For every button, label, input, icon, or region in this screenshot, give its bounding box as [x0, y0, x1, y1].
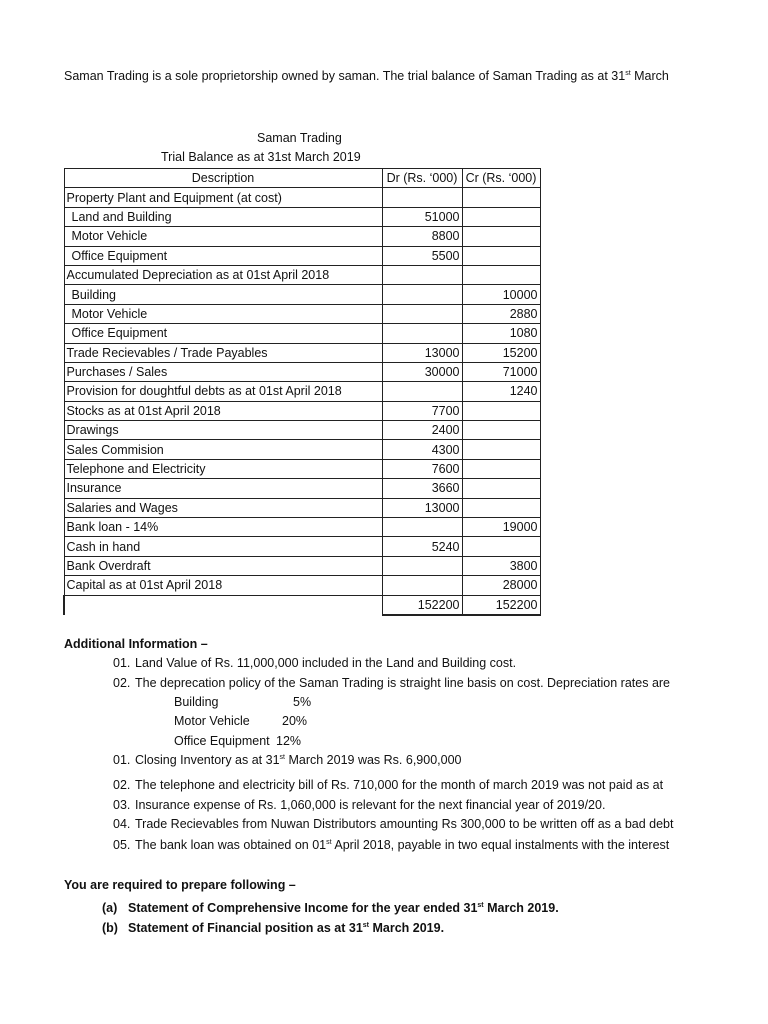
table-row	[64, 537, 540, 556]
table-header-row	[64, 169, 540, 188]
row-credit: 1240	[462, 382, 540, 401]
row-description: Provision for doughtful debts as at 01st April 2018	[64, 382, 382, 401]
header-dr: Dr (Rs. ‘000)	[382, 169, 462, 188]
row-debit: 8800	[382, 227, 462, 246]
row-debit	[382, 518, 462, 537]
row-credit	[462, 479, 540, 498]
row-debit: 7700	[382, 401, 462, 420]
additional-info-heading: Additional Information –	[64, 637, 208, 651]
row-description: Building	[64, 285, 382, 304]
additional-item-1-num: 01.	[113, 656, 131, 670]
row-credit	[462, 459, 540, 478]
row-debit	[382, 382, 462, 401]
table-row	[64, 421, 540, 440]
row-description: Stocks as at 01st April 2018	[64, 401, 382, 420]
additional-item-5-text: Insurance expense of Rs. 1,060,000 is relevant for the next financial year of 2019/20.	[135, 798, 606, 812]
row-credit: 28000	[462, 576, 540, 595]
row-description: Office Equipment	[64, 246, 382, 265]
required-item-b-label: (b)	[102, 921, 118, 935]
additional-item-4-text: The telephone and electricity bill of Rs. 710,000 for the month of march 2019 was not paid as at	[135, 778, 664, 792]
row-description: Bank loan - 14%	[64, 518, 382, 537]
additional-item-1-text: Land Value of Rs. 11,000,000 included in the Land and Building cost.	[135, 656, 517, 670]
table-title: Saman Trading	[257, 131, 342, 145]
row-debit: 5500	[382, 246, 462, 265]
row-description: Motor Vehicle	[64, 304, 382, 323]
row-credit	[462, 440, 540, 459]
table-row	[64, 304, 540, 323]
rate-building-label: Building	[174, 695, 219, 709]
row-debit	[382, 304, 462, 323]
row-description: Sales Commision	[64, 440, 382, 459]
row-description: Salaries and Wages	[64, 498, 382, 517]
table-row	[64, 188, 540, 207]
row-debit: 13000	[382, 343, 462, 362]
required-item-a-text: Statement of Comprehensive Income for the year ended 31st March 2019.	[128, 901, 559, 915]
additional-item-3-text: Closing Inventory as at 31st March 2019 was Rs. 6,900,000	[135, 753, 462, 767]
table-row	[64, 576, 540, 595]
table-row	[64, 362, 540, 381]
row-debit	[382, 188, 462, 207]
table-row	[64, 382, 540, 401]
table-row	[64, 479, 540, 498]
total-debit: 152200	[382, 595, 462, 615]
row-credit	[462, 421, 540, 440]
table-row	[64, 265, 540, 284]
table-row	[64, 207, 540, 226]
table-row	[64, 343, 540, 362]
required-heading: You are required to prepare following –	[64, 878, 296, 892]
additional-item-5-num: 03.	[113, 798, 131, 812]
table-row	[64, 401, 540, 420]
table-row	[64, 246, 540, 265]
additional-item-6-text: Trade Recievables from Nuwan Distributors amounting Rs 300,000 to be written off as a bad debt	[135, 817, 674, 831]
additional-item-2-text: The deprecation policy of the Saman Trading is straight line basis on cost. Depreciation rates are	[135, 676, 671, 690]
row-credit	[462, 246, 540, 265]
row-description: Capital as at 01st April 2018	[64, 576, 382, 595]
row-credit	[462, 401, 540, 420]
table-row	[64, 440, 540, 459]
row-description: Bank Overdraft	[64, 556, 382, 575]
row-description: Drawings	[64, 421, 382, 440]
table-row	[64, 498, 540, 517]
row-credit	[462, 498, 540, 517]
table-row	[64, 556, 540, 575]
row-description: Motor Vehicle	[64, 227, 382, 246]
table-row	[64, 285, 540, 304]
total-blank-cell	[64, 595, 382, 615]
row-description: Accumulated Depreciation as at 01st April 2018	[64, 265, 382, 284]
additional-item-6-num: 04.	[113, 817, 131, 831]
total-row	[64, 595, 540, 615]
row-credit: 71000	[462, 362, 540, 381]
required-item-a-label: (a)	[102, 901, 118, 915]
row-debit	[382, 556, 462, 575]
row-description: Office Equipment	[64, 324, 382, 343]
row-debit: 4300	[382, 440, 462, 459]
row-credit: 15200	[462, 343, 540, 362]
row-credit	[462, 227, 540, 246]
intro-text: Saman Trading is a sole proprietorship owned by saman. The trial balance of Saman Trading as at 31st March	[64, 69, 669, 83]
row-description: Purchases / Sales	[64, 362, 382, 381]
row-credit	[462, 265, 540, 284]
trial-balance-table	[63, 168, 541, 616]
row-debit: 5240	[382, 537, 462, 556]
row-description: Cash in hand	[64, 537, 382, 556]
row-debit	[382, 265, 462, 284]
row-debit: 13000	[382, 498, 462, 517]
row-credit: 2880	[462, 304, 540, 323]
row-description: Telephone and Electricity	[64, 459, 382, 478]
table-row	[64, 518, 540, 537]
row-debit	[382, 285, 462, 304]
row-credit: 19000	[462, 518, 540, 537]
additional-item-7-num: 05.	[113, 838, 131, 852]
header-description: Description	[64, 169, 382, 188]
additional-item-7-text: The bank loan was obtained on 01st April 2018, payable in two equal instalments with the interest	[135, 838, 670, 852]
table-row	[64, 227, 540, 246]
required-item-b-text: Statement of Financial position as at 31st March 2019.	[128, 921, 445, 935]
row-debit: 3660	[382, 479, 462, 498]
rate-office-equipment-value: 12%	[276, 734, 302, 748]
row-debit: 30000	[382, 362, 462, 381]
rate-motor-vehicle-label: Motor Vehicle	[174, 714, 250, 728]
header-cr: Cr (Rs. ‘000)	[462, 169, 540, 188]
additional-item-2-num: 02.	[113, 676, 131, 690]
rate-motor-vehicle-value: 20%	[282, 714, 308, 728]
row-description: Insurance	[64, 479, 382, 498]
row-debit	[382, 324, 462, 343]
rate-office-equipment-label: Office Equipment	[174, 734, 270, 748]
table-subtitle: Trial Balance as at 31st March 2019	[161, 150, 361, 164]
row-description: Land and Building	[64, 207, 382, 226]
row-credit: 3800	[462, 556, 540, 575]
row-credit	[462, 537, 540, 556]
table-row	[64, 459, 540, 478]
row-debit	[382, 576, 462, 595]
row-description: Trade Recievables / Trade Payables	[64, 343, 382, 362]
total-credit: 152200	[462, 595, 540, 615]
row-credit	[462, 188, 540, 207]
row-credit: 10000	[462, 285, 540, 304]
row-credit: 1080	[462, 324, 540, 343]
additional-item-3-num: 01.	[113, 753, 131, 767]
additional-item-4-num: 02.	[113, 778, 131, 792]
row-debit: 2400	[382, 421, 462, 440]
rate-building-value: 5%	[293, 695, 312, 709]
row-debit: 51000	[382, 207, 462, 226]
row-debit: 7600	[382, 459, 462, 478]
row-description: Property Plant and Equipment (at cost)	[64, 188, 382, 207]
row-credit	[462, 207, 540, 226]
table-row	[64, 324, 540, 343]
